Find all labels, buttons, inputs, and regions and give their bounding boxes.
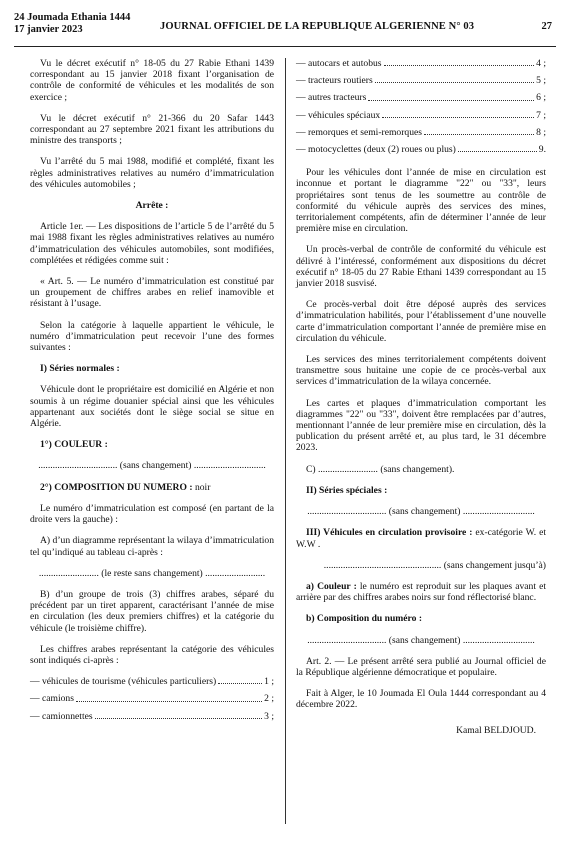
services-mines: Les services des mines territorialement compétents doivent transmettre sous huitaine une copie de ce procès-verbal aux services d’immatriculation de la wilaya concernée.	[296, 354, 546, 388]
visa-decret-21-366: Vu le décret exécutif n° 21-366 du 20 Safar 1443 correspondant au 27 septembre 2021 fixant les attributions du ministre des transports ;	[30, 112, 274, 147]
journal-title: JOURNAL OFFICIEL DE LA REPUBLIQUE ALGERIENNE N° 03	[160, 21, 475, 32]
b-composition-heading: b) Composition du numéro :	[306, 613, 423, 625]
page-header	[14, 12, 556, 46]
composition-heading	[30, 482, 274, 493]
header-hijri-date: 24 Joumada Ethania 1444	[14, 12, 131, 23]
fait-a-alger: Fait à Alger, le 10 Joumada El Oula 1444 correspondant au 4 décembre 2022.	[296, 688, 546, 711]
circulation-provisoire	[296, 527, 546, 549]
sans-changement-jusqua: ................................................. (sans changement jusqu’à)	[323, 559, 546, 571]
composition-suffix: noir	[192, 481, 211, 493]
c-sans-changement: C) ......................... (sans changement).	[306, 463, 455, 475]
arrete-heading: Arrête :	[135, 200, 169, 212]
list-item: — camions 2 ;	[30, 693, 274, 705]
article-5-quote: « Art. 5. — Le numéro d’immatriculation est constitué par un groupement de chiffres arabes en relief inamovible et résistant à l’usage.	[30, 276, 274, 310]
list-item: — camionnettes 3 ;	[30, 710, 274, 722]
visa-decret-18-05: Vu le décret exécutif n° 18-05 du 27 Rabie Ethani 1439 correspondant au 15 janvier 2018 fixant l’organisation de contrôle de conformité de véhicules et les modalités de son exercice ;	[30, 58, 274, 103]
vehicule-domicilie: Véhicule dont le propriétaire est domicilié en Algérie et non soumis à un régime douanier spécial ainsi que les véhicules appartenant aux sociétés dont le siège social se situe en Algérie.	[30, 384, 274, 430]
header-rule	[14, 46, 556, 47]
list-item: — autocars et autobus 4 ;	[296, 58, 546, 69]
circulation-provisoire-title: III) Véhicules en circulation provisoire :	[306, 527, 473, 539]
reste-sans-changement: ......................... (le reste sans changement) .........................	[38, 567, 266, 579]
article-2: Art. 2. — Le présent arrêté sera publié au Journal officiel de la République algérienne démocratique et populaire.	[296, 655, 546, 678]
annee-inconnue: Pour les véhicules dont l’année de mise en circulation est inconnue et portant le diagramme "22" ou "33", leurs propriétaires sont tenus de les soumettre au contrôle de conformité du véhicule auprès des services des mines, territorialement compétents, afin de déterminer l’année de leur première mise en circulation.	[296, 167, 546, 235]
selon-categorie: Selon la catégorie à laquelle appartient le véhicule, le numéro d’immatriculation peut recevoir l’une des formes suivantes :	[30, 319, 274, 354]
list-item: — véhicules spéciaux 7 ;	[296, 109, 546, 121]
signature: Kamal BELDJOUD.	[456, 724, 536, 736]
sans-changement-1: ................................. (sans changement) ..............................	[38, 460, 266, 472]
a-diagramme: A) d’un diagramme représentant la wilaya d’immatriculation tel qu’indiqué au tableau ci-après :	[30, 535, 274, 558]
chiffres-arabes-intro: Les chiffres arabes représentant la catégorie des véhicules sont indiqués ci-après :	[30, 643, 274, 666]
numero-compose: Le numéro d’immatriculation est composé (en partant de la droite vers la gauche) :	[30, 502, 274, 526]
a-couleur	[296, 581, 546, 603]
column-divider	[285, 58, 286, 824]
list-item: — autres tracteurs 6 ;	[296, 92, 546, 104]
article-1: Article 1er. — Les dispositions de l’article 5 de l’arrêté du 5 mai 1988 fixant les règles administratives relatives au numéro d’immatriculation des véhicules automobiles, sont modifiées, complétées et rédigées comme suit :	[30, 221, 274, 266]
header-date	[14, 12, 130, 36]
cartes-plaques: Les cartes et plaques d’immatriculation comportant les diagrammes "22" ou "33", doivent être remplacées par d’autres, mentionnant l’année de leur première mise en circulation, dès la publication du présent arrêté et, au plus tard, le 31 décembre 2023.	[296, 397, 546, 454]
a-couleur-text: le numéro est reproduit sur les plaques avant et arrière par des chiffres arabes noirs sur fond réflectorisé blanc.	[296, 580, 547, 604]
list-item: — motocyclettes (deux (2) roues ou plus) 9.	[296, 144, 546, 156]
series-normales-heading: I) Séries normales :	[40, 363, 120, 375]
series-speciales-heading: II) Séries spéciales :	[306, 484, 388, 496]
left-column	[30, 58, 274, 728]
proces-verbal: Un procès-verbal de contrôle de conformité du véhicule est délivré à l’intéressé, conformément aux dispositions du décret exécutif n° 18-05 du 27 Rabie Ethani 1439 correspondant au 15 janvier 2018 susvisé.	[296, 244, 546, 290]
b-groupe-chiffres: B) d’un groupe de trois (3) chiffres arabes, séparé du précédent par un tiret apparent, caractérisant l’année de mise en circulation (les deux premiers chiffres) et la catégorie du véhicule (le troisième chiffre).	[30, 588, 274, 634]
header-gregorian-date: 17 janvier 2023	[14, 24, 83, 35]
sans-changement-3: ................................. (sans changement) ..............................	[307, 634, 535, 646]
page-number: 27	[541, 21, 552, 32]
right-column	[296, 58, 546, 736]
sans-changement-2: ................................. (sans changement) ..............................	[307, 506, 535, 518]
list-item: — véhicules de tourisme (véhicules particuliers) 1 ;	[30, 676, 274, 688]
composition-title: 2°) COMPOSITION DU NUMERO :	[40, 481, 193, 493]
circulation-provisoire-suffix: ex-catégorie W. et W.W .	[296, 527, 547, 550]
list-item: — remorques et semi-remorques 8 ;	[296, 126, 546, 138]
couleur-heading: 1°) COULEUR :	[40, 439, 108, 451]
list-item: — tracteurs routiers 5 ;	[296, 75, 546, 87]
visa-arrete-1988: Vu l’arrêté du 5 mai 1988, modifié et complété, fixant les règles administratives relatives au numéro d’immatriculation des véhicules automobiles ;	[30, 156, 274, 190]
proces-verbal-depot: Ce procès-verbal doit être déposé auprès des services d’immatriculation habilités, pour l’établissement d’une nouvelle carte d’immatriculation comportant l’année de première mise en circulation du véhicule.	[296, 299, 546, 344]
a-couleur-title: a) Couleur :	[306, 580, 357, 592]
